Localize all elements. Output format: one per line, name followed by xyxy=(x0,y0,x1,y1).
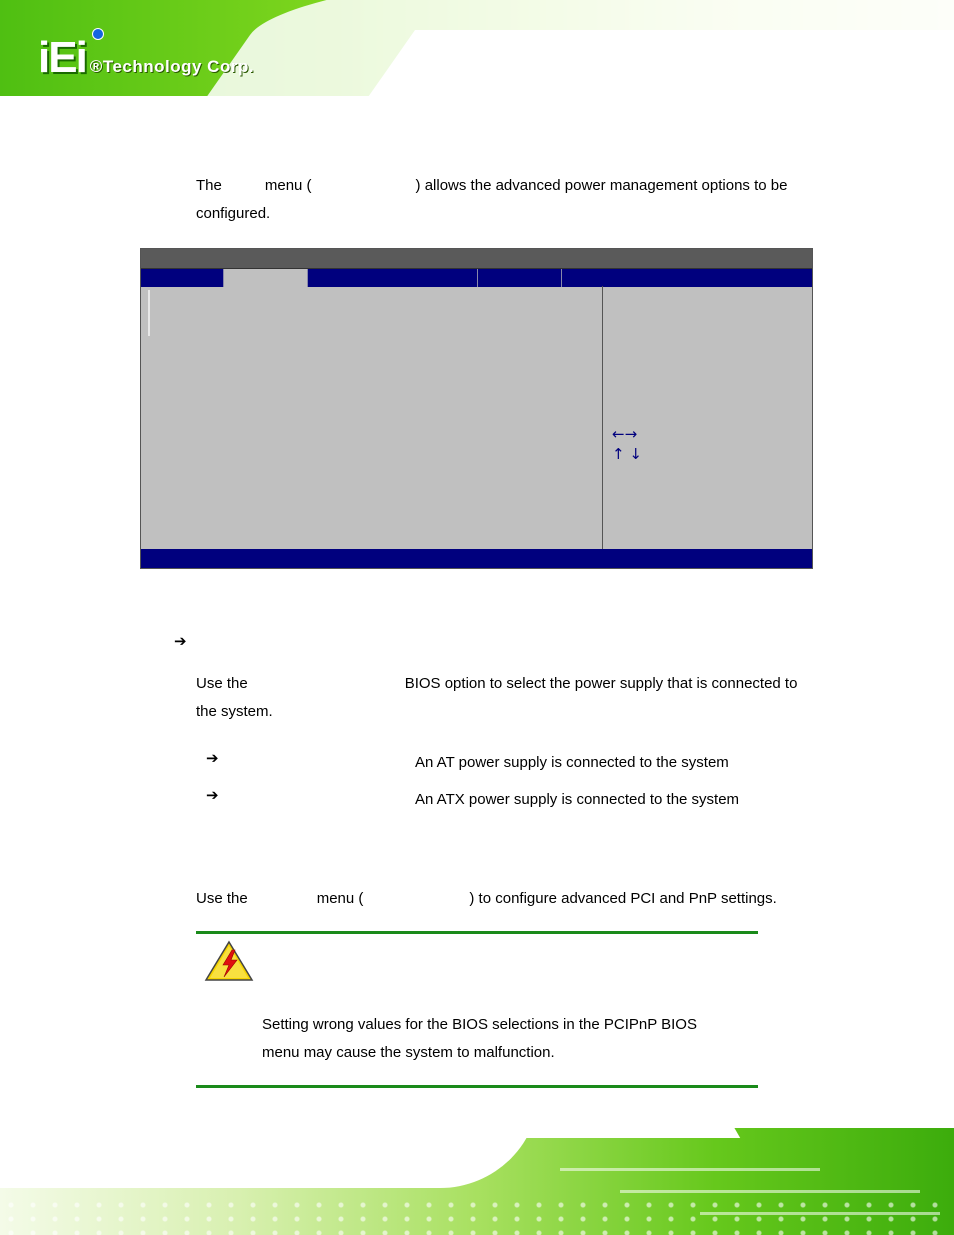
arrow-bullet-icon: ➔ xyxy=(206,749,219,767)
pcipnp-text-2: menu ( xyxy=(316,890,364,907)
bios-status-bar xyxy=(141,549,812,568)
bios-screen xyxy=(140,248,813,569)
bios-tab-main[interactable] xyxy=(141,269,224,287)
bios-tab-boot[interactable] xyxy=(478,269,562,287)
bios-tab-exit[interactable] xyxy=(562,269,812,287)
bios-menu-bar xyxy=(141,269,812,287)
option-at-description: An AT power supply is connected to the system xyxy=(415,754,729,771)
option-atx-description: An ATX power supply is connected to the system xyxy=(415,791,740,808)
bios-title-bar xyxy=(141,249,812,269)
footer-banner xyxy=(0,1128,954,1235)
bios-tab-pcipnp[interactable] xyxy=(308,269,478,287)
logo-dot-icon xyxy=(92,28,104,40)
warning-rule-top xyxy=(196,931,758,934)
header-banner xyxy=(0,0,954,112)
arrow-bullet-icon: ➔ xyxy=(174,632,187,650)
bios-help-panel xyxy=(604,286,812,550)
header-edge xyxy=(0,96,954,112)
up-down-arrow-icon: ↑ ↓ xyxy=(612,445,642,463)
power-supply-line-2: the system. xyxy=(196,703,273,720)
footer-trace xyxy=(560,1168,820,1171)
warning-rule-bottom xyxy=(196,1085,758,1088)
power-supply-text-2: BIOS option to select the power supply that is connected to xyxy=(404,675,798,692)
intro-line-2: configured. xyxy=(196,205,271,222)
footer-trace xyxy=(620,1190,920,1193)
intro-text-3: ) allows the advanced power management options to be xyxy=(415,177,788,194)
pcipnp-line xyxy=(196,885,777,913)
intro-line-1 xyxy=(196,172,787,200)
warning-text xyxy=(262,1011,750,1067)
intro-text-1: The xyxy=(196,177,222,194)
logo-mark: iEi xyxy=(38,33,86,82)
company-logo xyxy=(38,30,254,80)
pcipnp-text-3: ) to configure advanced PCI and PnP settings. xyxy=(469,890,777,907)
warning-line-1: Setting wrong values for the BIOS selections in the PCIPnP BIOS xyxy=(262,1016,697,1033)
warning-icon xyxy=(204,940,254,982)
footer-trace xyxy=(700,1212,940,1215)
bios-settings-panel xyxy=(141,286,603,550)
logo-text: ®Technology Corp. xyxy=(89,57,255,76)
power-supply-text-1: Use the xyxy=(196,675,248,692)
left-right-arrow-icon: ←→ xyxy=(612,425,638,443)
intro-text-2: menu ( xyxy=(264,177,312,194)
pcipnp-text-1: Use the xyxy=(196,890,248,907)
warning-line-2: menu may cause the system to malfunction. xyxy=(262,1044,555,1061)
footer-circuit-dots xyxy=(0,1198,954,1235)
arrow-bullet-icon: ➔ xyxy=(206,786,219,804)
bios-tab-advanced[interactable] xyxy=(224,269,308,287)
bios-selection-bar xyxy=(148,290,150,336)
power-supply-line-1 xyxy=(196,670,797,698)
bios-key-legend xyxy=(612,424,642,464)
